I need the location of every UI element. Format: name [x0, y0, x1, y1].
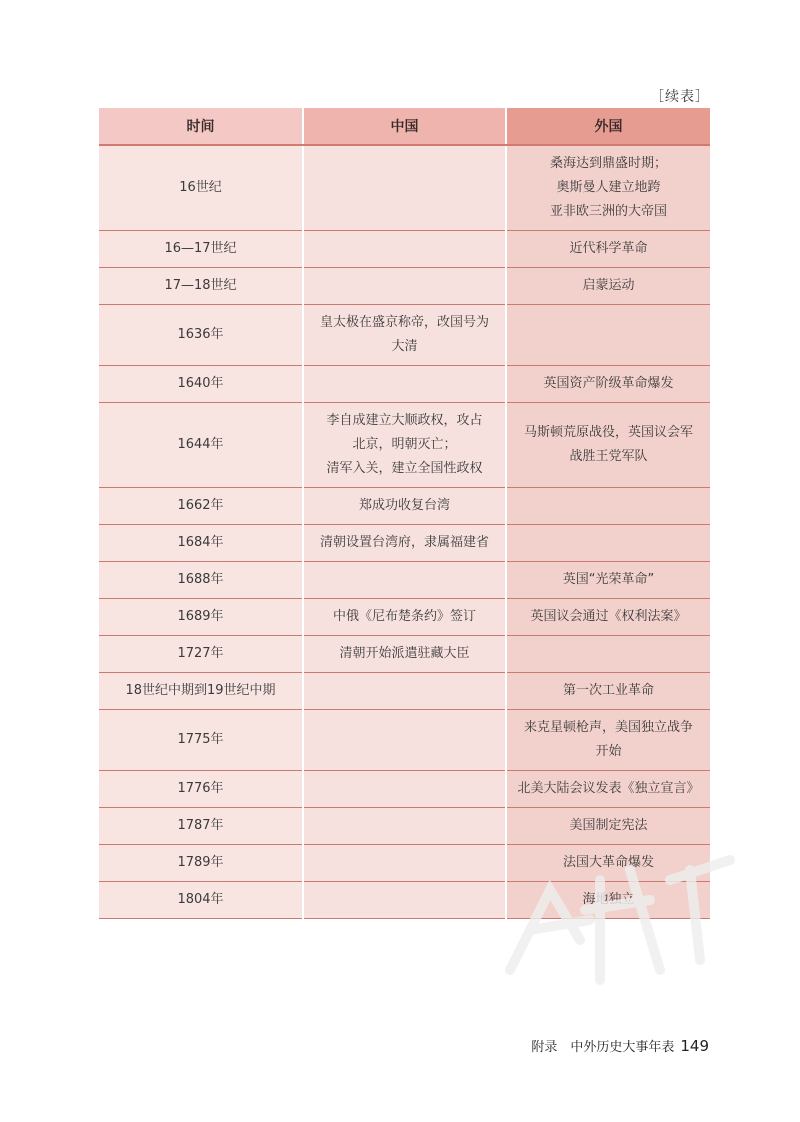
- cell-time: 1727年: [99, 636, 303, 673]
- cell-china: 皇太极在盛京称帝，改国号为 大清: [303, 305, 506, 366]
- cell-foreign: 美国制定宪法: [506, 808, 710, 845]
- page-number: 149: [680, 1037, 709, 1055]
- header-time: 时间: [99, 108, 303, 145]
- cell-foreign: 桑海达到鼎盛时期； 奥斯曼人建立地跨 亚非欧三洲的大帝国: [506, 145, 710, 231]
- cell-foreign: 近代科学革命: [506, 231, 710, 268]
- cell-china: 郑成功收复台湾: [303, 488, 506, 525]
- page-footer: [531, 1036, 709, 1055]
- cell-china: [303, 231, 506, 268]
- cell-time: 1644年: [99, 403, 303, 488]
- table-row: [99, 145, 710, 231]
- chronology-table: [99, 108, 710, 919]
- cell-time: 1775年: [99, 710, 303, 771]
- cell-china: [303, 268, 506, 305]
- cell-china: [303, 562, 506, 599]
- table-row: [99, 882, 710, 919]
- cell-china: [303, 366, 506, 403]
- cell-foreign: [506, 488, 710, 525]
- table-row: [99, 231, 710, 268]
- cell-foreign: [506, 636, 710, 673]
- header-china: 中国: [303, 108, 506, 145]
- cell-china: [303, 710, 506, 771]
- cell-foreign: 启蒙运动: [506, 268, 710, 305]
- table-row: [99, 305, 710, 366]
- cell-time: 18世纪中期到19世纪中期: [99, 673, 303, 710]
- table-body: [99, 145, 710, 919]
- cell-time: 1789年: [99, 845, 303, 882]
- cell-china: 中俄《尼布楚条约》签订: [303, 599, 506, 636]
- cell-time: 1662年: [99, 488, 303, 525]
- cell-time: 1804年: [99, 882, 303, 919]
- cell-time: 1636年: [99, 305, 303, 366]
- cell-foreign: 海地独立: [506, 882, 710, 919]
- cell-foreign: 来克星顿枪声，美国独立战争 开始: [506, 710, 710, 771]
- cell-foreign: 法国大革命爆发: [506, 845, 710, 882]
- table-header: [99, 108, 710, 145]
- cell-china: 清朝设置台湾府，隶属福建省: [303, 525, 506, 562]
- table-row: [99, 562, 710, 599]
- cell-china: [303, 845, 506, 882]
- cell-china: [303, 808, 506, 845]
- cell-foreign: 马斯顿荒原战役，英国议会军 战胜王党军队: [506, 403, 710, 488]
- cell-time: 1787年: [99, 808, 303, 845]
- cell-foreign: 英国资产阶级革命爆发: [506, 366, 710, 403]
- table-row: [99, 808, 710, 845]
- cell-china: 清朝开始派遣驻藏大臣: [303, 636, 506, 673]
- cell-foreign: [506, 305, 710, 366]
- table-row: [99, 710, 710, 771]
- cell-china: 李自成建立大顺政权，攻占 北京，明朝灭亡； 清军入关，建立全国性政权: [303, 403, 506, 488]
- cell-time: 1776年: [99, 771, 303, 808]
- table-row: [99, 599, 710, 636]
- footer-section-title: 附录 中外历史大事年表: [531, 1040, 675, 1055]
- table-row: [99, 771, 710, 808]
- table-row: [99, 525, 710, 562]
- table-row: [99, 403, 710, 488]
- cell-china: [303, 882, 506, 919]
- table-row: [99, 636, 710, 673]
- chronology-table-container: [99, 108, 710, 919]
- table-row: [99, 673, 710, 710]
- cell-foreign: 英国“光荣革命”: [506, 562, 710, 599]
- cell-china: [303, 673, 506, 710]
- cell-time: 17—18世纪: [99, 268, 303, 305]
- table-row: [99, 488, 710, 525]
- table-row: [99, 845, 710, 882]
- cell-foreign: 北美大陆会议发表《独立宣言》: [506, 771, 710, 808]
- cell-time: 1640年: [99, 366, 303, 403]
- continued-label: ［续表］: [650, 89, 710, 105]
- table-row: [99, 366, 710, 403]
- cell-time: 1684年: [99, 525, 303, 562]
- cell-china: [303, 771, 506, 808]
- cell-foreign: [506, 525, 710, 562]
- cell-time: 1688年: [99, 562, 303, 599]
- cell-time: 16世纪: [99, 145, 303, 231]
- cell-china: [303, 145, 506, 231]
- header-foreign: 外国: [506, 108, 710, 145]
- cell-time: 16—17世纪: [99, 231, 303, 268]
- cell-foreign: 第一次工业革命: [506, 673, 710, 710]
- cell-foreign: 英国议会通过《权利法案》: [506, 599, 710, 636]
- cell-time: 1689年: [99, 599, 303, 636]
- table-row: [99, 268, 710, 305]
